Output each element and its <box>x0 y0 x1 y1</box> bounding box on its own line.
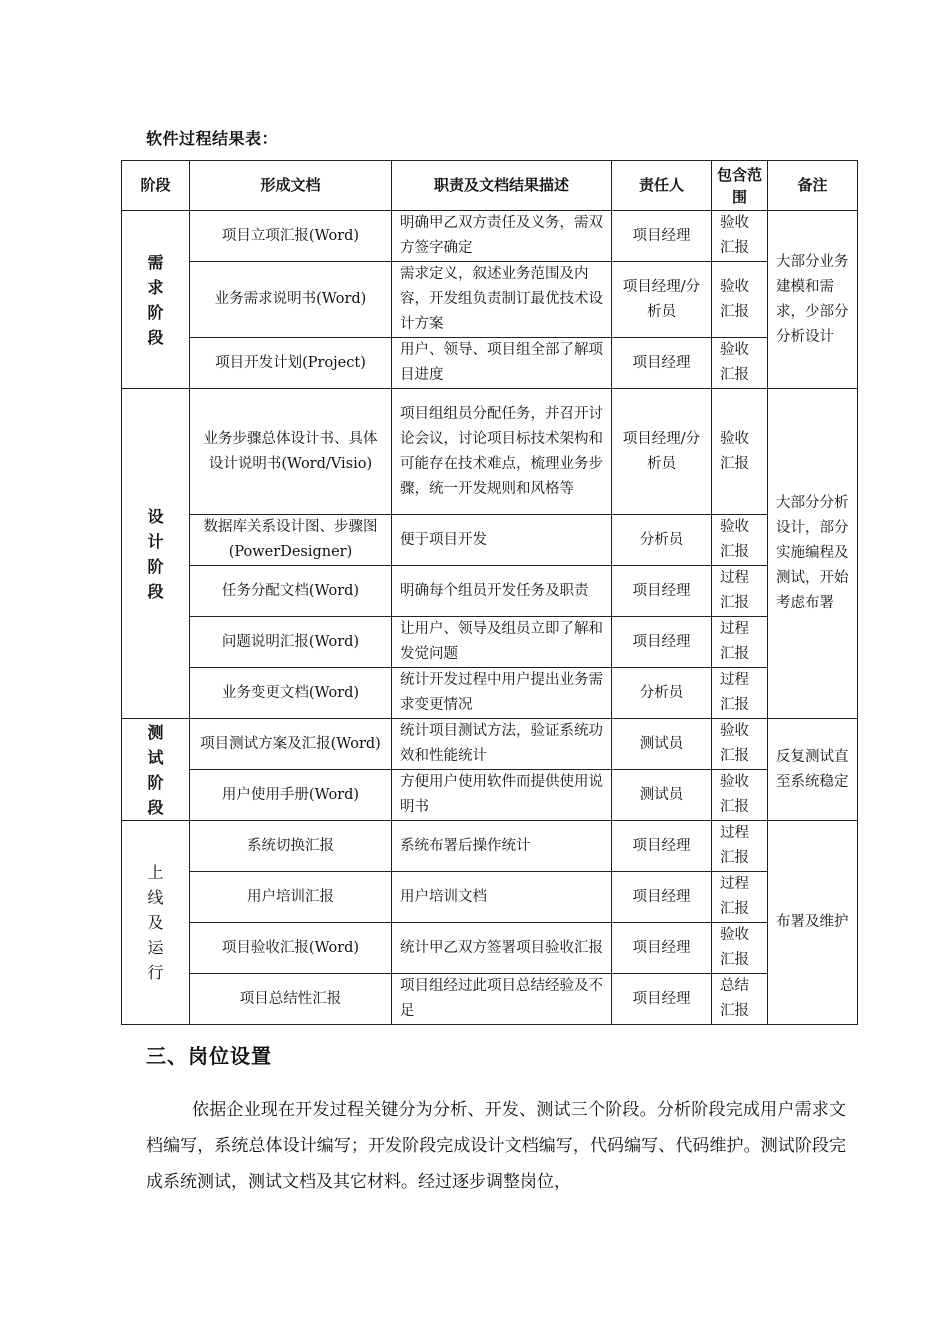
table-row <box>122 338 858 389</box>
doc-cell: 项目测试方案及汇报(Word) <box>190 719 392 770</box>
doc-cell: 项目开发计划(Project) <box>190 338 392 389</box>
note-cell: 大部分分析设计，部分实施编程及测试，开始考虑布署 <box>768 389 858 719</box>
desc-cell: 统计开发过程中用户提出业务需求变更情况 <box>392 668 612 719</box>
table-row <box>122 668 858 719</box>
scope-cell: 过程汇报 <box>712 821 768 872</box>
header-document: 形成文档 <box>190 161 392 211</box>
desc-cell: 明确每个组员开发任务及职责 <box>392 566 612 617</box>
table-row <box>122 923 858 974</box>
scope-cell: 验收汇报 <box>712 770 768 821</box>
table-row <box>122 566 858 617</box>
stage-cell-testing: 测试阶段 <box>122 719 190 821</box>
table-row <box>122 515 858 566</box>
process-results-table <box>121 160 858 1025</box>
desc-cell: 项目组组员分配任务，并召开讨论会议，讨论项目标技术架构和可能存在技术难点，梳理业务步骤，统一开发规则和风格等 <box>392 389 612 515</box>
stage-cell-design: 设计阶段 <box>122 389 190 719</box>
owner-cell: 项目经理 <box>612 566 712 617</box>
table-row <box>122 211 858 262</box>
owner-cell: 项目经理 <box>612 923 712 974</box>
desc-cell: 需求定义，叙述业务范围及内容，开发组负责制订最优技术设计方案 <box>392 262 612 338</box>
owner-cell: 项目经理 <box>612 974 712 1025</box>
table-row <box>122 770 858 821</box>
doc-cell: 业务步骤总体设计书、具体设计说明书(Word/Visio) <box>190 389 392 515</box>
doc-cell: 项目立项汇报(Word) <box>190 211 392 262</box>
table-row <box>122 617 858 668</box>
desc-cell: 明确甲乙双方责任及义务，需双方签字确定 <box>392 211 612 262</box>
header-note: 备注 <box>768 161 858 211</box>
doc-cell: 业务变更文档(Word) <box>190 668 392 719</box>
header-scope: 包含范围 <box>712 161 768 211</box>
scope-cell: 验收汇报 <box>712 389 768 515</box>
doc-cell: 问题说明汇报(Word) <box>190 617 392 668</box>
stage-cell-requirements: 需求阶段 <box>122 211 190 389</box>
owner-cell: 项目经理 <box>612 821 712 872</box>
owner-cell: 项目经理/分析员 <box>612 389 712 515</box>
doc-cell: 项目总结性汇报 <box>190 974 392 1025</box>
doc-cell: 用户使用手册(Word) <box>190 770 392 821</box>
note-cell: 大部分业务建模和需求，少部分分析设计 <box>768 211 858 389</box>
desc-cell: 统计项目测试方法，验证系统功效和性能统计 <box>392 719 612 770</box>
owner-cell: 项目经理 <box>612 338 712 389</box>
section-title: 三、岗位设置 <box>146 1044 272 1068</box>
stage-cell-deployment: 上线及运行 <box>122 821 190 1025</box>
doc-cell: 项目验收汇报(Word) <box>190 923 392 974</box>
table-row <box>122 389 858 515</box>
doc-cell: 任务分配文档(Word) <box>190 566 392 617</box>
note-cell: 反复测试直至系统稳定 <box>768 719 858 821</box>
owner-cell: 测试员 <box>612 770 712 821</box>
table-row <box>122 262 858 338</box>
table-row <box>122 974 858 1025</box>
desc-cell: 统计甲乙双方签署项目验收汇报 <box>392 923 612 974</box>
desc-cell: 系统布署后操作统计 <box>392 821 612 872</box>
scope-cell: 验收汇报 <box>712 923 768 974</box>
scope-cell: 验收汇报 <box>712 262 768 338</box>
owner-cell: 项目经理 <box>612 872 712 923</box>
scope-cell: 验收汇报 <box>712 719 768 770</box>
owner-cell: 分析员 <box>612 515 712 566</box>
scope-cell: 验收汇报 <box>712 211 768 262</box>
table-header-row <box>122 161 858 211</box>
scope-cell: 验收汇报 <box>712 338 768 389</box>
note-cell: 布署及维护 <box>768 821 858 1025</box>
doc-cell: 系统切换汇报 <box>190 821 392 872</box>
header-stage: 阶段 <box>122 161 190 211</box>
doc-cell: 用户培训汇报 <box>190 872 392 923</box>
body-paragraph: 依据企业现在开发过程关键分为分析、开发、测试三个阶段。分析阶段完成用户需求文档编写，系统总体设计编写；开发阶段完成设计文档编写，代码编写、代码维护。测试阶段完成系统测试，测试文档及其它材料。经过逐步调整岗位， <box>146 1100 846 1192</box>
table-row <box>122 719 858 770</box>
desc-cell: 让用户、领导及组员立即了解和发觉问题 <box>392 617 612 668</box>
desc-cell: 项目组经过此项目总结经验及不足 <box>392 974 612 1025</box>
doc-cell: 数据库关系设计图、步骤图(PowerDesigner) <box>190 515 392 566</box>
scope-cell: 验收汇报 <box>712 515 768 566</box>
scope-cell: 过程汇报 <box>712 617 768 668</box>
scope-cell: 总结汇报 <box>712 974 768 1025</box>
owner-cell: 项目经理/分析员 <box>612 262 712 338</box>
desc-cell: 方便用户使用软件而提供使用说明书 <box>392 770 612 821</box>
scope-cell: 过程汇报 <box>712 566 768 617</box>
table-row <box>122 872 858 923</box>
header-owner: 责任人 <box>612 161 712 211</box>
owner-cell: 项目经理 <box>612 211 712 262</box>
desc-cell: 便于项目开发 <box>392 515 612 566</box>
scope-cell: 过程汇报 <box>712 668 768 719</box>
table-row <box>122 821 858 872</box>
owner-cell: 项目经理 <box>612 617 712 668</box>
owner-cell: 测试员 <box>612 719 712 770</box>
doc-cell: 业务需求说明书(Word) <box>190 262 392 338</box>
header-description: 职责及文档结果描述 <box>392 161 612 211</box>
desc-cell: 用户培训文档 <box>392 872 612 923</box>
owner-cell: 分析员 <box>612 668 712 719</box>
table-caption: 软件过程结果表： <box>146 129 279 148</box>
desc-cell: 用户、领导、项目组全部了解项目进度 <box>392 338 612 389</box>
scope-cell: 过程汇报 <box>712 872 768 923</box>
